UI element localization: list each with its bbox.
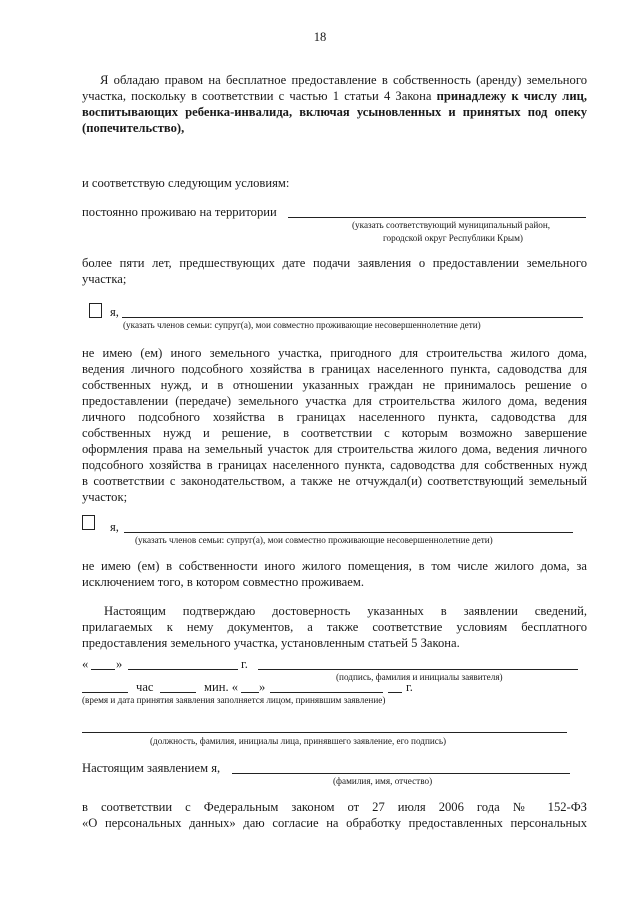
intro-line-2-bold: принадлежу к числу лиц,: [436, 89, 587, 103]
sig-month-year-line[interactable]: [128, 669, 238, 670]
consent-line-2: «О персональных данных» даю согласие на обработку предоставленных персональных: [82, 816, 587, 830]
time-min-line[interactable]: [160, 692, 196, 693]
time-day-line[interactable]: [241, 692, 259, 693]
family-checkbox-2[interactable]: [82, 515, 95, 530]
time-year-suffix: г.: [406, 680, 413, 694]
consent-line-1: в соответствии с Федеральным законом от 27 июля 2006 года № 152-ФЗ: [82, 800, 587, 814]
five-years-line-1: более пяти лет, предшествующих дате подачи заявления о предоставлении земельного: [82, 256, 587, 270]
residence-label: постоянно проживаю на территории: [82, 205, 277, 219]
time-hour-line[interactable]: [82, 692, 128, 693]
intro-line-3: воспитывающих ребенка-инвалида, включая усыновленных и принятых под опеку: [82, 105, 587, 119]
family-input-line-2[interactable]: [124, 532, 573, 533]
residence-hint-2: городской округ Республики Крым): [383, 233, 523, 243]
land-line-8: подсобного хозяйства в границах населенного пункта, садоводства для собственных нужд: [82, 458, 587, 472]
sig-day-line[interactable]: [91, 669, 115, 670]
conditions-text: и соответствую следующим условиям:: [82, 176, 290, 190]
housing-line-2: исключением того, в котором совместно проживаем.: [82, 575, 364, 589]
family-prefix-2: я,: [110, 520, 119, 534]
family-checkbox-1[interactable]: [89, 303, 102, 318]
consent-name-line[interactable]: [232, 773, 570, 774]
sig-year-suffix: г.: [241, 657, 248, 671]
residence-hint-1: (указать соответствующий муниципальный район,: [352, 220, 551, 230]
land-line-7: оформления права на земельный участок для строительства жилого дома, ведения личного: [82, 442, 587, 456]
time-year-line[interactable]: [388, 692, 402, 693]
intro-line-2: [82, 89, 587, 105]
official-line[interactable]: [82, 732, 567, 733]
sig-quote-close: »: [116, 657, 123, 671]
confirm-line-3: предоставления земельного участка, установленным статьей 5 Закона.: [82, 636, 460, 650]
land-line-4: предоставлении (передаче) земельного участка для строительства жилого дома, ведения: [82, 394, 587, 408]
intro-line-2-normal: участка, поскольку в соответствии с частью 1 статьи 4 Закона: [82, 89, 432, 103]
time-hint: (время и дата принятия заявления заполняется лицом, принявшим заявление): [82, 695, 386, 705]
consent-hint: (фамилия, имя, отчество): [333, 776, 433, 786]
land-line-2: ведения личного подсобного хозяйства в границах населенного пункта, садоводства для: [82, 362, 587, 376]
family-input-line-1[interactable]: [122, 317, 583, 318]
time-quote-close: »: [259, 680, 266, 694]
intro-line-4: (попечительство),: [82, 121, 185, 135]
official-hint: (должность, фамилия, инициалы лица, принявшего заявление, его подпись): [150, 736, 447, 746]
land-line-5: личного подсобного хозяйства в границах населенного пункта, садоводства для: [82, 410, 587, 424]
intro-line-1: Я обладаю правом на бесплатное предоставление в собственность (аренду) земельного: [100, 73, 587, 87]
sig-quote-open: «: [82, 657, 89, 671]
confirm-line-2: прилагаемых к нему документов, а также соответствие условиям бесплатного: [82, 620, 587, 634]
time-min-label: мин. «: [204, 680, 239, 694]
sig-signature-line[interactable]: [258, 669, 578, 670]
family-prefix-1: я,: [110, 305, 119, 319]
confirm-line-1: Настоящим подтверждаю достоверность указанных в заявлении сведений,: [104, 604, 587, 618]
land-line-1: не имею (ем) иного земельного участка, пригодного для строительства жилого дома,: [82, 346, 587, 360]
consent-label: Настоящим заявлением я,: [82, 761, 221, 775]
time-hour-label: час: [136, 680, 154, 694]
land-line-10: участок;: [82, 490, 128, 504]
sig-hint: (подпись, фамилия и инициалы заявителя): [336, 672, 503, 682]
residence-input-line[interactable]: [288, 217, 586, 218]
time-month-line[interactable]: [270, 692, 383, 693]
land-line-3: собственных нужд, и в отношении указанных граждан не принималось решение о: [82, 378, 587, 392]
family-hint-2: (указать членов семьи: супруг(а), мои совместно проживающие несовершеннолетние дети): [135, 535, 493, 545]
housing-line-1: не имею (ем) в собственности иного жилого помещения, в том числе жилого дома, за: [82, 559, 587, 573]
land-line-9: в соответствии с законодательством, а также не отчуждал(и) соответствующий земельный: [82, 474, 587, 488]
family-hint-1: (указать членов семьи: супруг(а), мои совместно проживающие несовершеннолетние дети): [123, 320, 481, 330]
land-line-6: собственных нужд и решение, в соответствии с которым возможно завершение: [82, 426, 587, 440]
page-number: 18: [313, 30, 327, 44]
five-years-line-2: участка;: [82, 272, 127, 286]
